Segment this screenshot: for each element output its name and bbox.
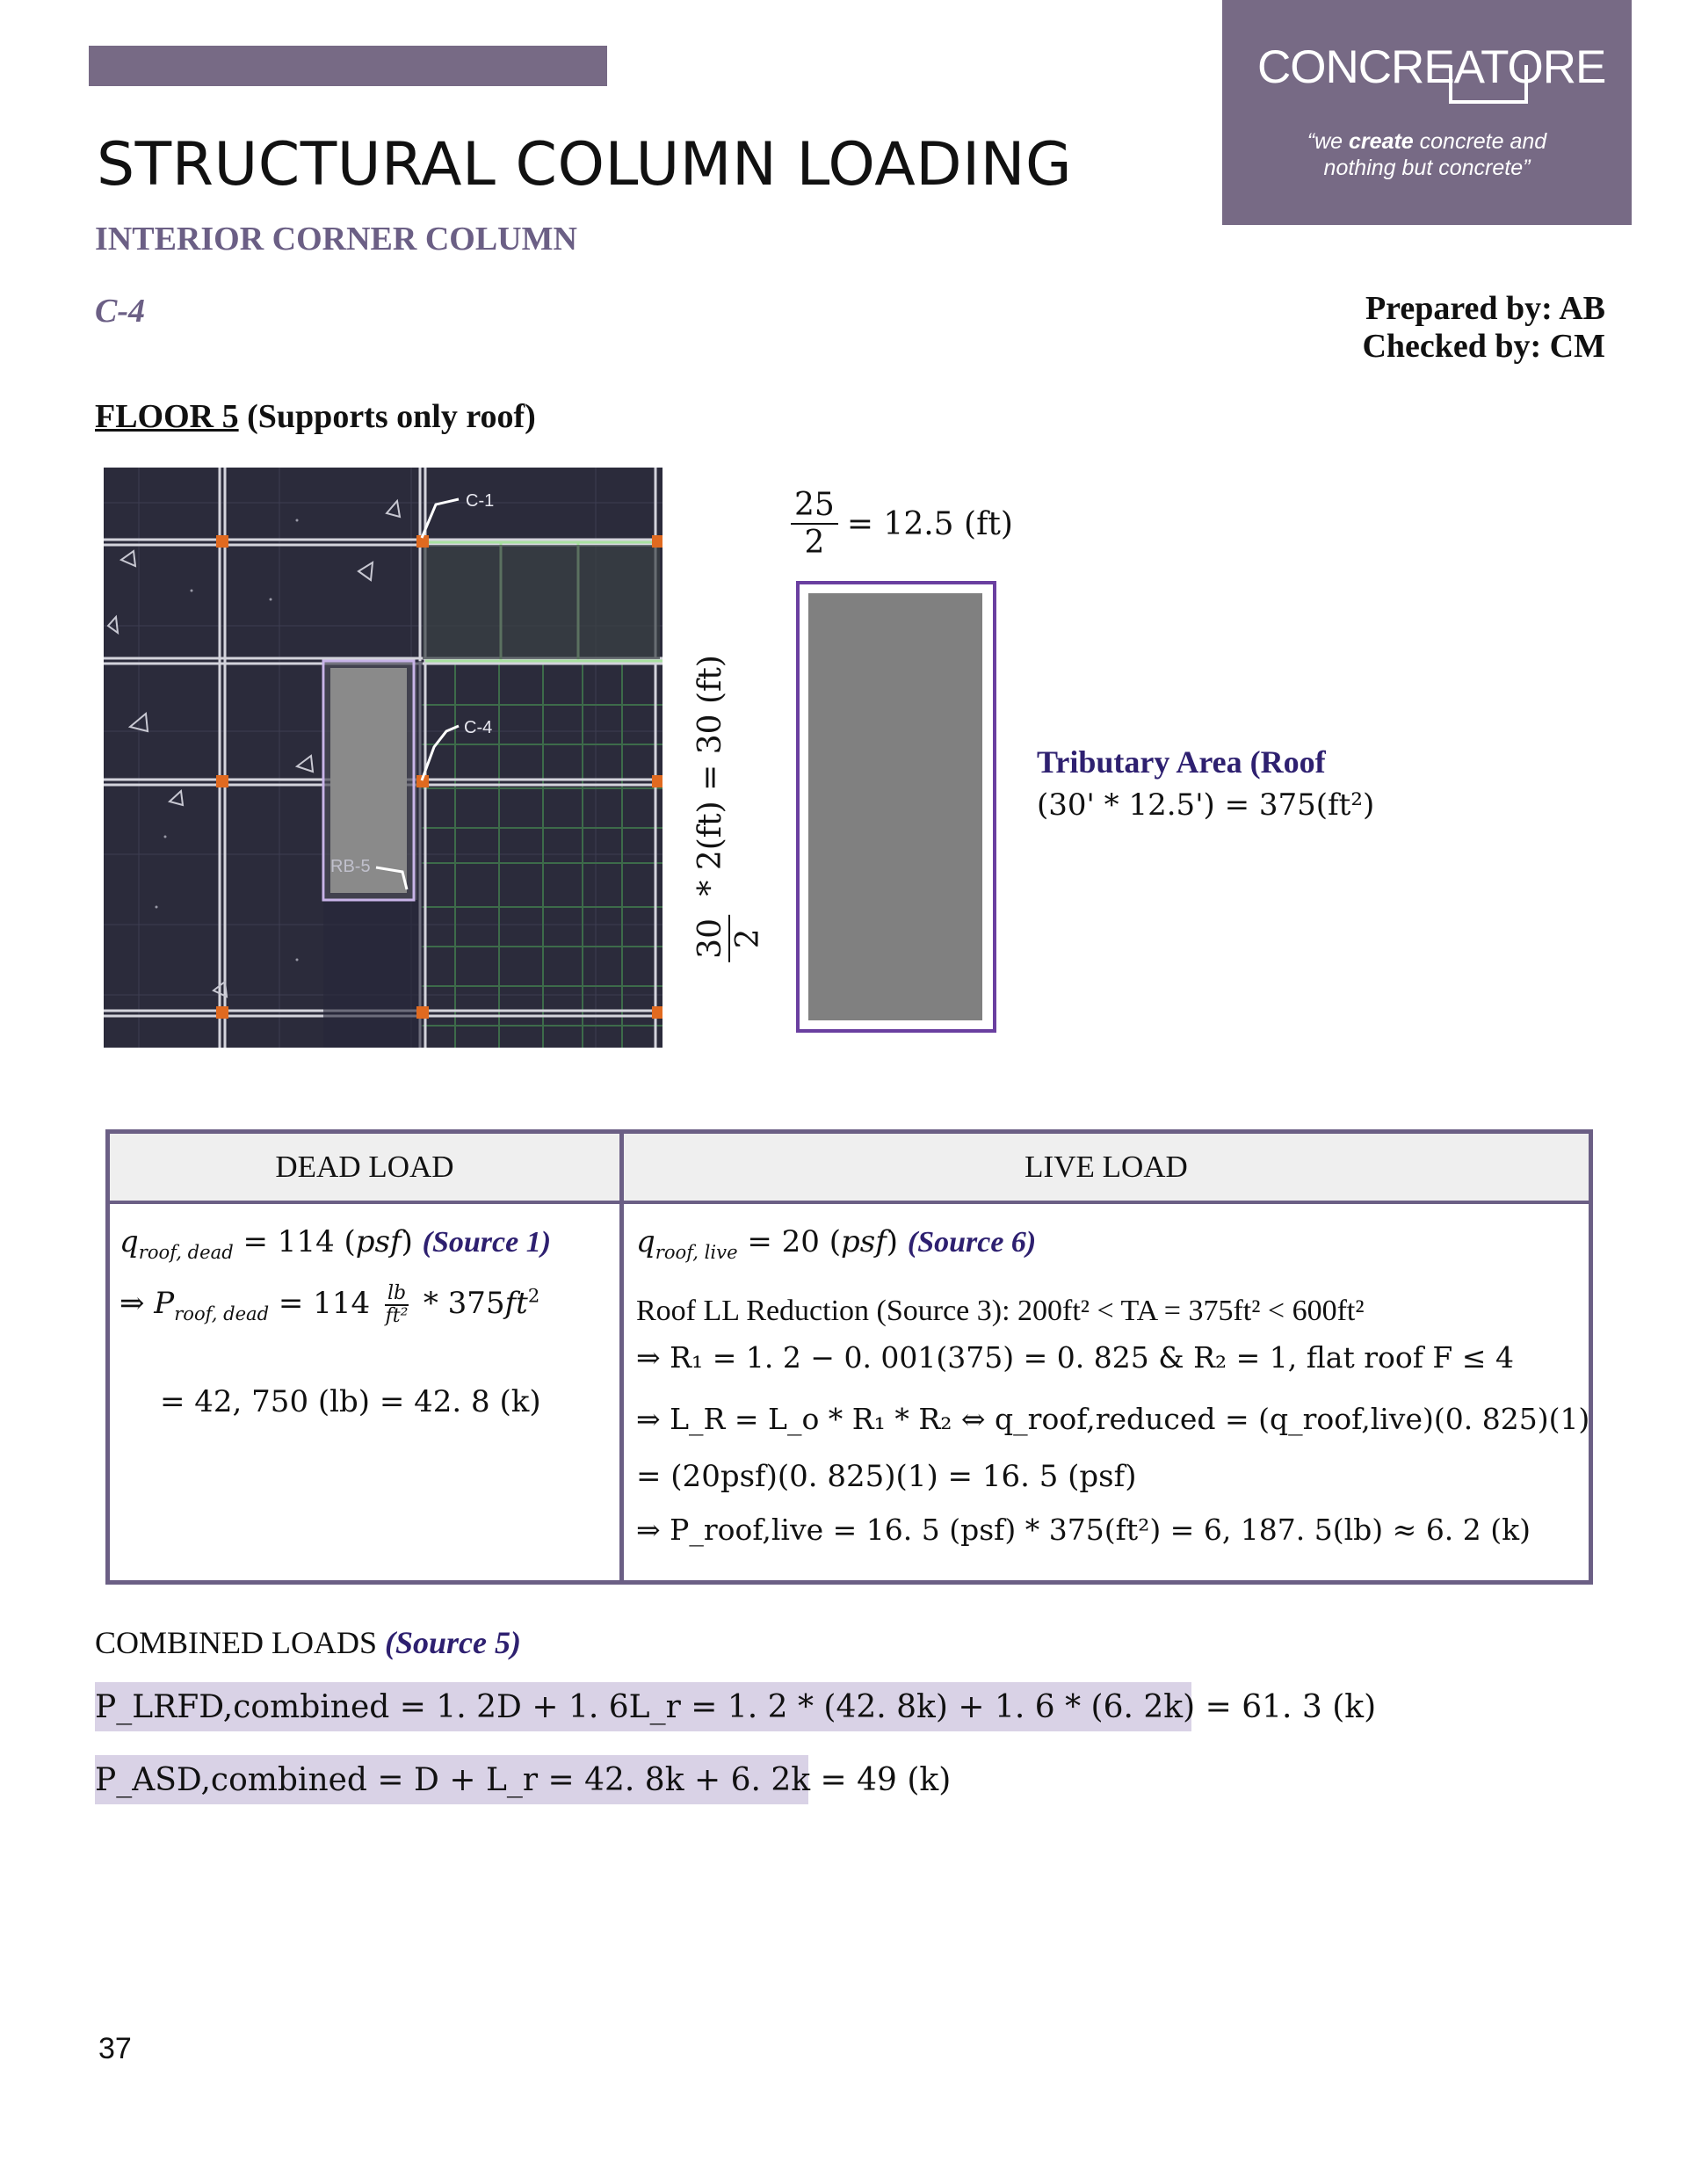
- tributary-width-dimension: [791, 487, 1013, 561]
- width-numerator: 25: [791, 487, 838, 525]
- length-fraction: [692, 915, 766, 962]
- tributary-length-dimension: [692, 655, 766, 962]
- width-fraction: [791, 487, 838, 561]
- dead-load-line-2: ⇒ $P_{roof, dead} = 114$ $\frac{lb}{\text{ft²}}$ * $375ft^2$: [119, 1282, 540, 1327]
- page-title: STRUCTURAL COLUMN LOADING: [97, 130, 1073, 200]
- header-accent-bar: [89, 46, 607, 86]
- dead-load-header: DEAD LOAD: [110, 1134, 619, 1204]
- tributary-fill: [808, 593, 982, 1020]
- dead-load-line-3: = 42, 750 (lb) = 42. 8 (k): [160, 1384, 541, 1419]
- authorship-block: [1362, 290, 1605, 366]
- length-numerator: 30: [692, 915, 730, 962]
- column-node: [416, 1006, 429, 1019]
- dead-load-line-1: $q_{roof, dead} = 114$ (psf) (Source 1): [119, 1224, 552, 1263]
- tagline-prefix: “we: [1307, 129, 1350, 154]
- page-subtitle: INTERIOR CORNER COLUMN: [95, 221, 577, 258]
- column-node: [216, 535, 228, 548]
- tributary-area-calc: (30' * 12.5') = 375(ft²): [1037, 787, 1375, 823]
- tributary-area-title: Tributary Area (Roof: [1037, 744, 1326, 780]
- load-table: [105, 1129, 1593, 1585]
- tagline-line2: nothing but concrete”: [1323, 156, 1531, 180]
- column-node: [652, 1006, 662, 1019]
- live-load-header: LIVE LOAD: [624, 1134, 1589, 1204]
- live-load-line-1: $q_{roof, live} = 20$ (psf) (Source 6): [636, 1224, 1037, 1263]
- column-node: [216, 1006, 228, 1019]
- combined-loads-heading: [95, 1624, 521, 1661]
- plan-label-rb5: RB-5: [330, 857, 371, 876]
- company-logo: [1222, 0, 1632, 225]
- logo-wordmark: CONCREATORE: [1257, 41, 1606, 93]
- live-load-line-4: ⇒ L_R = L_o * R₁ * R₂ ⇔ q_roof,reduced = (q_roof,live)(0. 825)(1): [636, 1402, 1590, 1436]
- plan-shaded-bay: [423, 545, 660, 659]
- live-load-line-5: = (20psf)(0. 825)(1) = 16. 5 (psf): [636, 1459, 1137, 1494]
- live-load-line-2: Roof LL Reduction (Source 3): 200ft² < TA = 375ft² < 600ft²: [636, 1295, 1365, 1327]
- plan-label-c4: C-4: [464, 718, 493, 737]
- prepared-by: Prepared by: AB: [1365, 290, 1605, 327]
- logo-tagline: [1222, 128, 1632, 181]
- column-node: [216, 775, 228, 787]
- floor-plan-drawing: [104, 468, 662, 1048]
- tributary-area-diagram: [795, 580, 997, 1035]
- length-equation: * 2(ft) = 30 (ft): [692, 655, 728, 907]
- column-node: [652, 535, 662, 548]
- column-id: C-4: [95, 293, 145, 330]
- floor-note: (Supports only roof): [238, 398, 536, 435]
- tagline-rest: concrete and: [1413, 129, 1547, 154]
- table-divider: [619, 1129, 624, 1585]
- column-node: [652, 775, 662, 787]
- length-denominator: 2: [730, 928, 766, 949]
- floor-label: FLOOR 5: [95, 398, 239, 435]
- combined-heading-text: COMBINED LOADS: [95, 1625, 386, 1660]
- lb-per-ft2-fraction: $\frac{lb}{\text{ft²}}$: [385, 1282, 409, 1327]
- width-equation: = 12.5 (ft): [846, 505, 1013, 542]
- tagline-emphasis: create: [1349, 129, 1414, 154]
- plan-label-c1: C-1: [466, 491, 495, 511]
- checked-by: Checked by: CM: [1362, 328, 1605, 365]
- page-number: 37: [98, 2032, 132, 2065]
- live-load-line-3: ⇒ R₁ = 1. 2 − 0. 001(375) = 0. 825 & R₂ = 1, flat roof F ≤ 4: [636, 1340, 1514, 1375]
- asd-combination: P_ASD,combined = D + L_r = 42. 8k + 6. 2k = 49 (k): [95, 1755, 808, 1804]
- combined-heading-source: (Source 5): [385, 1625, 522, 1660]
- logo-bracket-icon: [1449, 65, 1528, 105]
- live-load-source: (Source 6): [907, 1226, 1037, 1259]
- width-denominator: 2: [804, 525, 825, 561]
- dead-load-source: (Source 1): [422, 1226, 552, 1259]
- lrfd-combination: P_LRFD,combined = 1. 2D + 1. 6L_r = 1. 2 * (42. 8k) + 1. 6 * (6. 2k) = 61. 3 (k): [95, 1682, 1191, 1731]
- live-load-line-6: ⇒ P_roof,live = 16. 5 (psf) * 375(ft²) = 6, 187. 5(lb) ≈ 6. 2 (k): [636, 1513, 1531, 1547]
- floor-heading: [95, 397, 536, 436]
